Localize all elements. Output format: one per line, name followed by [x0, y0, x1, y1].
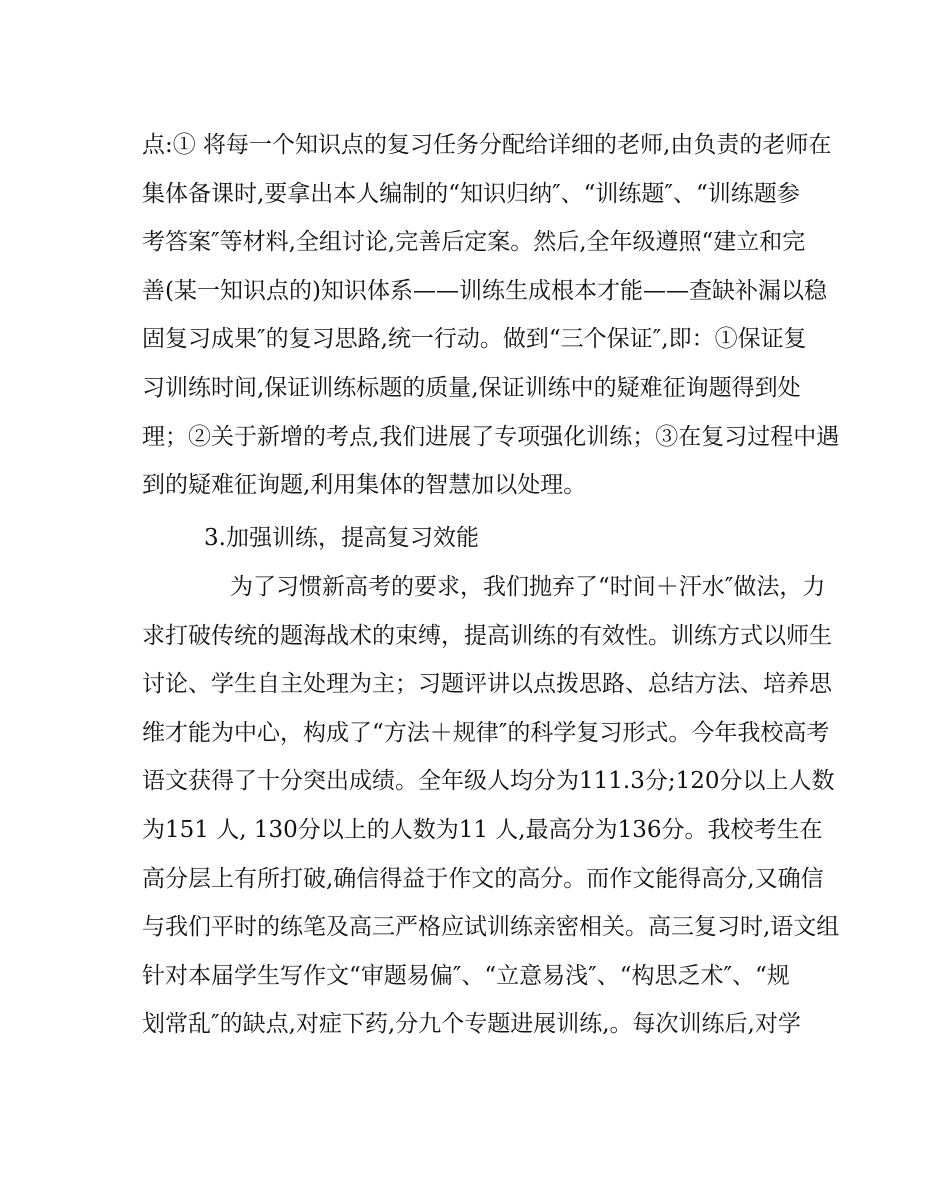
paragraph-1-line-3: 考答案″等材料,全组讨论,完善后定案。然后,全年级遵照“建立和完	[142, 229, 806, 256]
paragraph-2-line-7: 高分层上有所打破,确信得益于作文的高分。而作文能得高分,又确信	[142, 865, 824, 892]
paragraph-2	[142, 563, 840, 1049]
paragraph-2-line-9: 针对本届学生写作文“审题易偏″、“立意易浅″、“构思乏术″、“规	[142, 962, 790, 989]
paragraph-2-line-3: 讨论、学生自主处理为主；习题评讲以点拨思路、总结方法、培养思	[142, 671, 832, 698]
paragraph-1-line-6: 习训练时间,保证训练标题的质量,保证训练中的疑难征询题得到处	[142, 374, 801, 401]
paragraph-1-line-4: 善(某一知识点的)知识体系——训练生成根本才能——查缺补漏以稳	[142, 277, 827, 304]
paragraph-1-line-2: 集体备课时,要拿出本人编制的“知识归纳″、“训练题″、“训练题参	[142, 180, 800, 207]
paragraph-2-line-1: 为了习惯新高考的要求，我们抛弃了“时间＋汗水″做法，力	[230, 574, 826, 600]
paragraph-2-line-5: 语文获得了十分突出成绩。全年级人均分为111.3分;120分以上人数	[142, 768, 835, 795]
paragraph-1-line-7: 理；②关于新增的考点,我们进展了专项强化训练；③在复习过程中遇	[142, 423, 840, 450]
paragraph-2-line-8: 与我们平时的练笔及高三严格应试训练亲密相关。高三复习时,语文组	[142, 914, 840, 941]
paragraph-2-line-2: 求打破传统的题海战术的束缚，提高训练的有效性。训练方式以师生	[142, 622, 832, 649]
paragraph-1-line-1: 点:① 将每一个知识点的复习任务分配给详细的老师,由负责的老师在	[142, 132, 832, 158]
paragraph-1-line-8: 到的疑难征询题,利用集体的智慧加以处理。	[142, 472, 587, 499]
section-heading: 3.加强训练，提高复习效能	[204, 525, 479, 551]
paragraph-2-line-6: 为151 人, 130分以上的人数为11 人,最高分为136分。我校考生在	[142, 816, 823, 843]
paragraph-1	[142, 121, 840, 510]
paragraph-2-line-4: 维才能为中心，构成了“方法＋规律″的科学复习形式。今年我校高考	[142, 719, 830, 746]
paragraph-2-line-10: 划常乱″的缺点,对症下药,分九个专题进展训练,。每次训练后,对学	[142, 1011, 801, 1038]
paragraph-1-line-5: 固复习成果″的复习思路,统一行动。做到“三个保证″,即：①保证复	[142, 326, 807, 353]
